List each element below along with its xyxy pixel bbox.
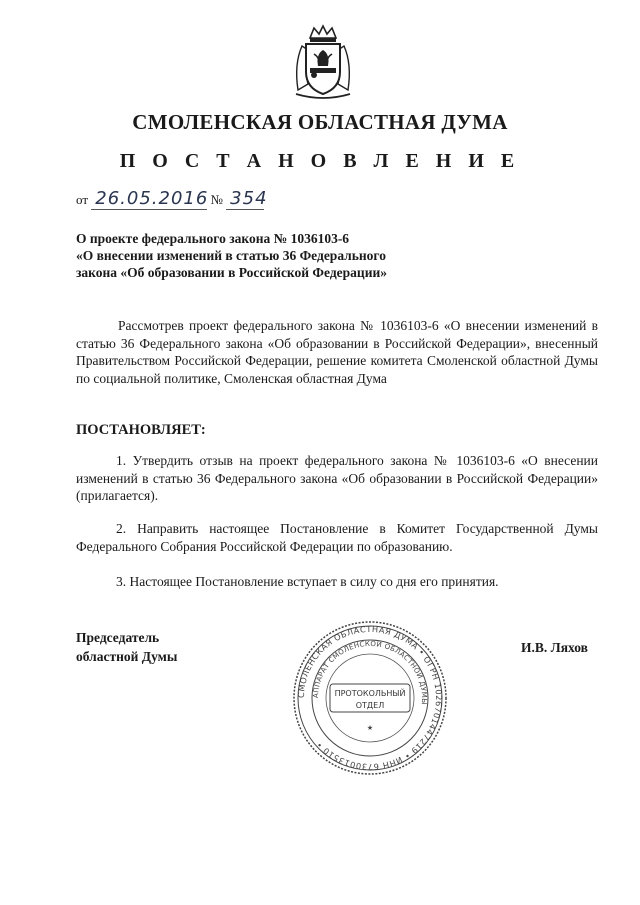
resolution-item-3: 3. Настоящее Постановление вступает в силу со дня его принятия. [116,574,499,589]
seal-center-line-2: ОТДЕЛ [355,701,385,710]
seal-star-icon: ★ [366,724,374,732]
intro-paragraph: Рассмотрев проект федерального закона № 1036103-6 «О внесении изменений в статью 36 Федерального закона «Об образовании в Российской Федерации», внесенный Правительством Российской Федерации, решение комитета Смоленской областной Думы по социальной политике, Смоленская областная Дума [76,318,598,386]
handwritten-number: 354 [226,188,264,210]
resolves-heading: ПОСТАНОВЛЯЕТ: [76,422,206,438]
date-number-line [76,188,268,210]
signatory-title [76,628,177,666]
authority-title: СМОЛЕНСКАЯ ОБЛАСТНАЯ ДУМА [132,110,508,134]
seal-center-line-1: ПРОТОКОЛЬНЫЙ [334,689,406,698]
subject-line: закона «Об образовании в Российской Федерации» [76,265,388,280]
subject-line: О проекте федерального закона № 1036103-6 [76,231,350,246]
document-type: П О С Т А Н О В Л Е Н И Е [119,150,521,172]
date-prefix: от [76,192,89,207]
resolution-item-1: 1. Утвердить отзыв на проект федерального закона № 1036103-6 «О внесении изменений в статью 36 Федерального закона «Об образовании в Российской Федерации» (прилагается). [76,453,598,503]
seal-outer-text: СМОЛЕНСКАЯ ОБЛАСТНАЯ ДУМА • ОГРН 1026701447219 • ИНН 6730013510 • [295,623,445,773]
handwritten-date: 26.05.2016 [91,188,207,210]
document-subject [76,230,436,281]
seal-inner-text: АППАРАТ СМОЛЕНСКОЙ ОБЛАСТНОЙ ДУМЫ [311,639,429,705]
number-prefix: № [210,192,223,207]
resolution-item-2: 2. Направить настоящее Постановление в Комитет Государственной Думы Федерального Собрания Российской Федерации по образованию. [76,521,598,554]
signatory-title-line: областной Думы [76,649,178,664]
coat-of-arms-icon [288,24,358,100]
signatory-name: И.В. Ляхов [521,640,588,655]
official-seal [290,618,450,778]
signatory-title-line: Председатель [76,630,160,645]
subject-line: «О внесении изменений в статью 36 Федерального [76,248,386,263]
